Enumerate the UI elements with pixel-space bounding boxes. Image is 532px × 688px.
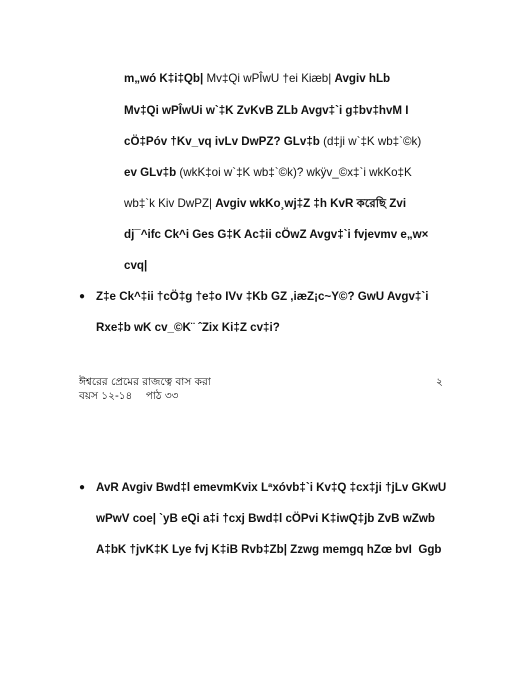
paragraph-line bbox=[124, 166, 412, 180]
bullet-icon: ● bbox=[79, 482, 86, 493]
text-run: m„wó K‡i‡Qb| bbox=[124, 72, 204, 85]
bullet-line: A‡bK †jvK‡K Lye fvj K‡iB Rvb‡Zb| Zzwg memgq hZœ bvI Ggb bbox=[96, 543, 442, 556]
text-run: dj¯^ifc Ck^i Ges G‡K Ac‡ii cÖwZ Avgv‡`i fvjevmv e„w× bbox=[124, 228, 429, 241]
paragraph-line bbox=[124, 135, 421, 149]
text-run: Mv‡Qi wPÎwU †ei Kiæb| bbox=[203, 72, 335, 85]
text-run: Mv‡Qi wPÎwUi w`‡K ZvKvB ZLb Avgv‡`i g‡bv‡hvM I bbox=[124, 104, 409, 117]
paragraph-line bbox=[124, 259, 147, 273]
bullet-icon: ● bbox=[79, 291, 86, 302]
bullet-line: Rxe‡b wK cv_©K¨ ˆZix Ki‡Z cv‡i? bbox=[96, 321, 280, 334]
paragraph-line bbox=[124, 197, 406, 211]
text-run: ev GLv‡b bbox=[124, 166, 180, 179]
lesson-title: ঈশ্বরের প্রেমের রাজত্বে বাস করা bbox=[79, 376, 211, 388]
text-run: cÖ‡Póv †Kv_vq ivLv DwPZ? GLv‡b bbox=[124, 135, 324, 148]
text-run: (d‡ji w`‡K wb‡`©k) bbox=[323, 135, 422, 148]
paragraph-line bbox=[124, 72, 390, 86]
page-number: ২ bbox=[436, 376, 443, 388]
text-run: cvq| bbox=[124, 259, 148, 272]
bullet-line: Z‡e Ck^‡ii †cÖ‡g †e‡o IVv ‡Kb GZ ,iæZ¡c~Y©? GwU Avgv‡`i bbox=[96, 290, 429, 303]
bullet-line: wPwV coe| `yB eQi a‡i †cxj Bwd‡l cÖPvi K‡iwQ‡jb ZvB wZwb bbox=[96, 512, 435, 525]
text-run: wb‡`k Kiv DwPZ| bbox=[124, 197, 216, 210]
text-run: Avgiv wkKo¸wj‡Z ‡h KvR করেছি Zvi bbox=[215, 197, 407, 210]
lesson-subtitle: বয়স ১২-১৪ পাঠ ৩৩ bbox=[79, 390, 179, 402]
paragraph-line bbox=[124, 104, 409, 118]
text-run: Avgiv hLb bbox=[334, 72, 391, 85]
bullet-line: AvR Avgiv Bwd‡l emevmKvix Lªxóvb‡`i Kv‡Q ‡cx‡ji †jLv GKwU bbox=[96, 481, 447, 494]
paragraph-line bbox=[124, 228, 428, 242]
text-run: (wkK‡oi w`‡K wb‡`©k)? wkÿv_©x‡`i wkKo‡K bbox=[179, 166, 412, 179]
